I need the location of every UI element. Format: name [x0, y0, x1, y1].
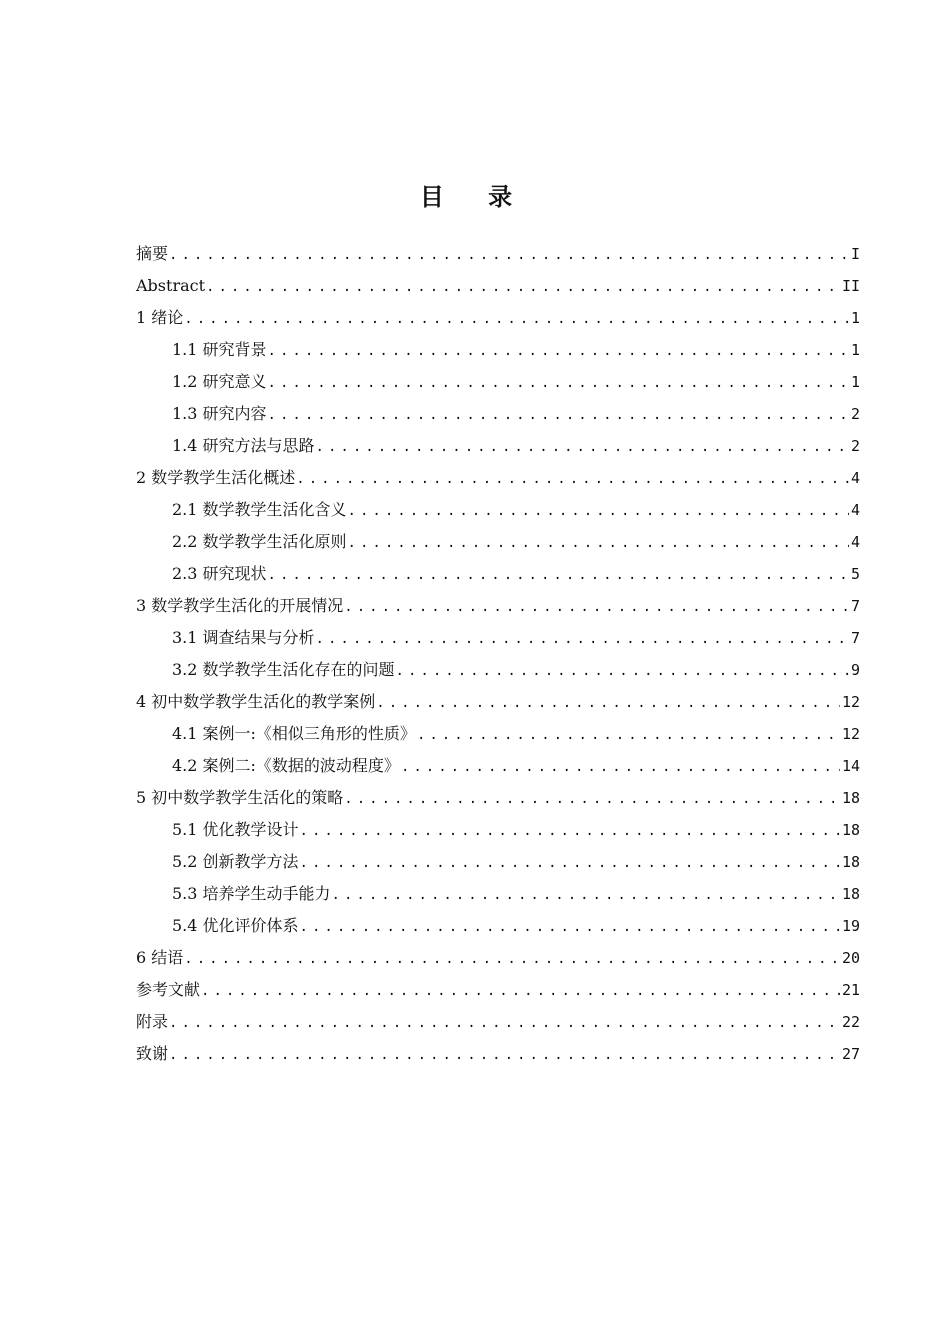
toc-entry-label: 5.4 优化评价体系: [172, 916, 299, 935]
toc-entry[interactable]: [136, 494, 860, 526]
toc-entry[interactable]: [136, 526, 860, 558]
toc-entry[interactable]: [136, 942, 860, 974]
toc-entry[interactable]: [136, 910, 860, 942]
toc-leader-dots: [169, 239, 849, 271]
toc-entry-page-number: 2: [850, 405, 860, 423]
toc-entry-page-number: 21: [841, 981, 860, 999]
toc-leader-dots: [316, 623, 849, 655]
toc-leader-dots: [268, 335, 849, 367]
toc-entry-label: 5 初中数学教学生活化的策略: [136, 788, 344, 807]
toc-entry[interactable]: [136, 462, 860, 494]
toc-entry-label: Abstract: [136, 276, 206, 295]
toc-leader-dots: [268, 559, 849, 591]
toc-leader-dots: [300, 815, 840, 847]
toc-entry[interactable]: [136, 878, 860, 910]
toc-leader-dots: [348, 527, 849, 559]
toc-leader-dots: [316, 431, 849, 463]
toc-entry-page-number: 12: [841, 725, 860, 743]
toc-leader-dots: [376, 687, 840, 719]
toc-entry[interactable]: [136, 334, 860, 366]
toc-leader-dots: [169, 1007, 840, 1039]
toc-entry-page-number: 18: [841, 853, 860, 871]
toc-entry-page-number: 5: [850, 565, 860, 583]
toc-leader-dots: [268, 399, 849, 431]
toc-entry-page-number: 2: [850, 437, 860, 455]
toc-leader-dots: [201, 975, 840, 1007]
toc-entry-label: 1.4 研究方法与思路: [172, 436, 315, 455]
toc-entry-label: 3.2 数学教学生活化存在的问题: [172, 660, 395, 679]
table-of-contents: [136, 238, 860, 1070]
toc-entry-label: 参考文献: [136, 980, 201, 999]
toc-entry-label: 1.2 研究意义: [172, 372, 267, 391]
toc-leader-dots: [300, 847, 840, 879]
toc-entry-page-number: 18: [841, 821, 860, 839]
toc-entry[interactable]: [136, 686, 860, 718]
toc-entry[interactable]: [136, 814, 860, 846]
toc-entry-label: 4.2 案例二:《数据的波动程度》: [172, 756, 400, 775]
toc-entry[interactable]: [136, 654, 860, 686]
toc-entry[interactable]: [136, 782, 860, 814]
toc-entry[interactable]: [136, 1038, 860, 1070]
toc-entry[interactable]: [136, 302, 860, 334]
toc-entry-page-number: 7: [850, 629, 860, 647]
toc-entry-page-number: 22: [841, 1013, 860, 1031]
toc-entry[interactable]: [136, 590, 860, 622]
toc-entry-label: 4 初中数学教学生活化的教学案例: [136, 692, 376, 711]
toc-leader-dots: [300, 911, 840, 943]
toc-entry-label: 1.1 研究背景: [172, 340, 267, 359]
toc-entry-page-number: 7: [850, 597, 860, 615]
toc-title: 目 录: [419, 183, 531, 211]
toc-entry[interactable]: [136, 718, 860, 750]
toc-entry-label: 1 绪论: [136, 308, 184, 327]
toc-entry[interactable]: [136, 974, 860, 1006]
toc-entry-label: 5.1 优化教学设计: [172, 820, 299, 839]
toc-entry[interactable]: [136, 238, 860, 270]
toc-leader-dots: [401, 751, 840, 783]
toc-leader-dots: [332, 879, 840, 911]
toc-entry-label: 6 结语: [136, 948, 184, 967]
toc-entry-label: 3.1 调查结果与分析: [172, 628, 315, 647]
toc-entry-page-number: 12: [841, 693, 860, 711]
toc-entry-label: 1.3 研究内容: [172, 404, 267, 423]
toc-entry-page-number: 27: [841, 1045, 860, 1063]
toc-entry-page-number: 18: [841, 789, 860, 807]
toc-entry-page-number: 4: [850, 469, 860, 487]
toc-entry[interactable]: [136, 398, 860, 430]
toc-entry-page-number: 20: [841, 949, 860, 967]
toc-entry-label: 2.3 研究现状: [172, 564, 267, 583]
toc-entry[interactable]: [136, 558, 860, 590]
toc-leader-dots: [268, 367, 849, 399]
toc-entry-page-number: 14: [841, 757, 860, 775]
toc-entry[interactable]: [136, 622, 860, 654]
toc-leader-dots: [344, 783, 840, 815]
toc-entry[interactable]: [136, 1006, 860, 1038]
toc-leader-dots: [396, 655, 849, 687]
toc-entry-label: 致谢: [136, 1044, 169, 1063]
toc-entry-page-number: 18: [841, 885, 860, 903]
toc-leader-dots: [169, 1039, 840, 1071]
toc-entry-page-number: 4: [850, 533, 860, 551]
toc-entry-page-number: 1: [850, 341, 860, 359]
toc-entry-page-number: 1: [850, 309, 860, 327]
toc-entry[interactable]: [136, 846, 860, 878]
toc-entry-label: 5.2 创新教学方法: [172, 852, 299, 871]
toc-entry-label: 3 数学教学生活化的开展情况: [136, 596, 344, 615]
toc-entry-page-number: 9: [850, 661, 860, 679]
toc-entry-page-number: II: [841, 277, 860, 295]
toc-leader-dots: [344, 591, 849, 623]
toc-entry-page-number: 19: [841, 917, 860, 935]
toc-entry-label: 2.2 数学教学生活化原则: [172, 532, 347, 551]
toc-entry-page-number: 1: [850, 373, 860, 391]
toc-entry-label: 5.3 培养学生动手能力: [172, 884, 331, 903]
toc-entry-page-number: I: [850, 245, 860, 263]
toc-entry-label: 4.1 案例一:《相似三角形的性质》: [172, 724, 416, 743]
toc-leader-dots: [206, 271, 840, 303]
toc-entry[interactable]: [136, 366, 860, 398]
toc-entry[interactable]: [136, 270, 860, 302]
toc-leader-dots: [417, 719, 840, 751]
toc-entry[interactable]: [136, 750, 860, 782]
toc-entry-label: 附录: [136, 1012, 169, 1031]
toc-leader-dots: [184, 303, 849, 335]
toc-entry-label: 2.1 数学教学生活化含义: [172, 500, 347, 519]
toc-entry-page-number: 4: [850, 501, 860, 519]
toc-leader-dots: [348, 495, 849, 527]
toc-entry[interactable]: [136, 430, 860, 462]
toc-leader-dots: [296, 463, 849, 495]
toc-entry-label: 2 数学教学生活化概述: [136, 468, 296, 487]
toc-leader-dots: [184, 943, 840, 975]
toc-entry-label: 摘要: [136, 244, 169, 263]
